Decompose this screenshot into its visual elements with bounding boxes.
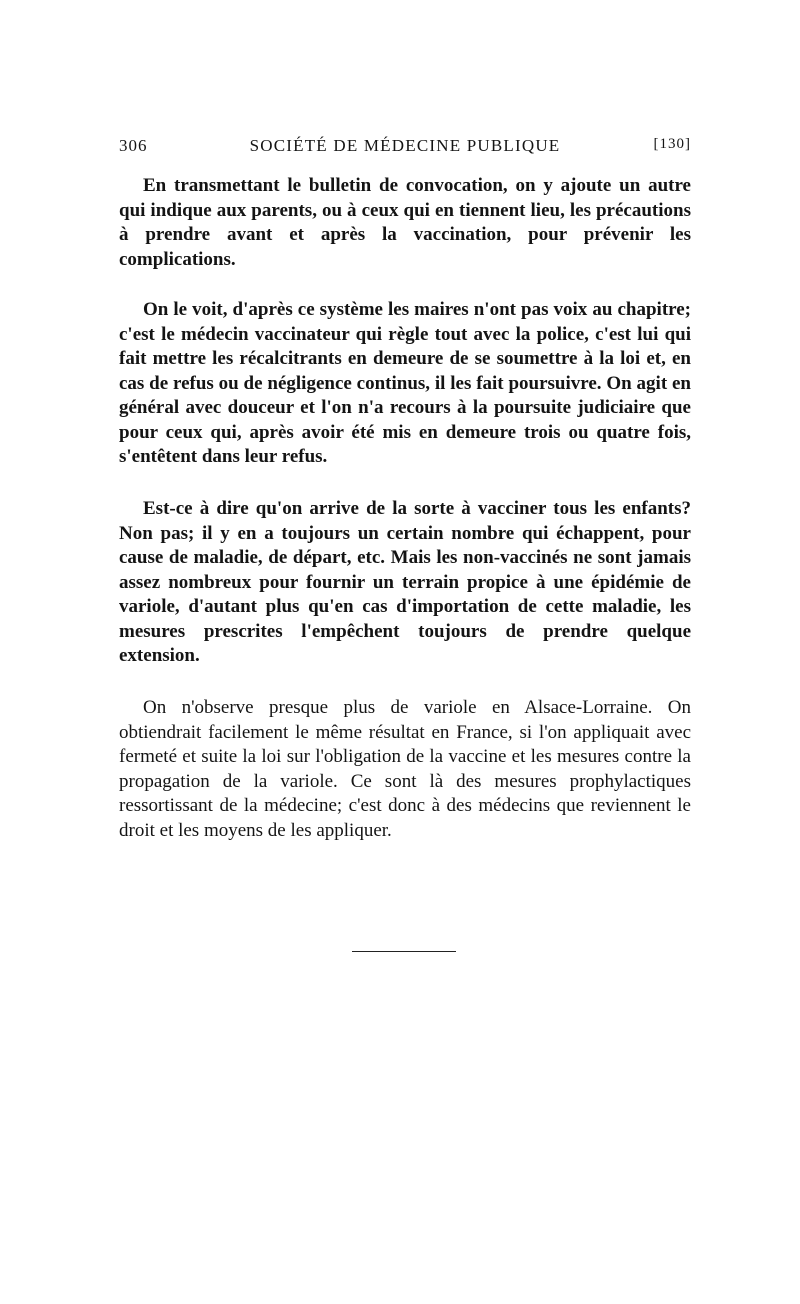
paragraph-text: Est-ce à dire qu'on arrive de la sorte à vacciner tous les enfants? Non pas; il y en a toujours un certain nombre qui échappent, pour cause de maladie, de départ, etc. Mais les non-vaccinés ne sont jamais assez nombreux pour fournir un terrain propice à une épidémie de variole, d'autant plus qu'en cas d'importation de cette maladie, les mesures prescrites l'empêchent toujours de prendre quelque extension.: [119, 498, 691, 666]
paragraph: [119, 696, 691, 843]
paragraph-text: On n'observe presque plus de variole en Alsace-Lorraine. On obtiendrait facilement le même résultat en France, si l'on appliquait avec fermeté et suite la loi sur l'obligation de la vaccine et les mesures contre la propagation de la variole. Ce sont là des mesures prophylactiques ressortissant de la médecine; c'est donc à des médecins que reviennent le droit et les moyens de les appliquer.: [119, 697, 691, 841]
original-page-number: [130]: [653, 136, 691, 152]
paragraph-text: En transmettant le bulletin de convocation, on y ajoute un autre qui indique aux parents, ou à ceux qui en tiennent lieu, les précautions à prendre avant et après la vaccination, pour prévenir les complications.: [119, 175, 691, 270]
running-header: [119, 136, 691, 160]
page-number: 306: [119, 136, 148, 155]
journal-title: SOCIÉTÉ DE MÉDECINE PUBLIQUE: [249, 136, 561, 155]
paragraph-text: On le voit, d'après ce système les maires n'ont pas voix au chapitre; c'est le médecin vaccinateur qui règle tout avec la police, c'est lui qui fait mettre les récalcitrants en demeure de se soumettre à la loi et, en cas de refus ou de négligence continus, il les fait poursuivre. On agit en général avec douceur et l'on n'a recours à la poursuite judiciaire que pour ceux qui, après avoir été mis en demeure trois ou quatre fois, s'entêtent dans leur refus.: [119, 299, 691, 467]
paragraph: [119, 298, 691, 470]
section-end-rule: [352, 951, 456, 952]
paragraph: [119, 497, 691, 669]
paragraph: [119, 174, 691, 272]
